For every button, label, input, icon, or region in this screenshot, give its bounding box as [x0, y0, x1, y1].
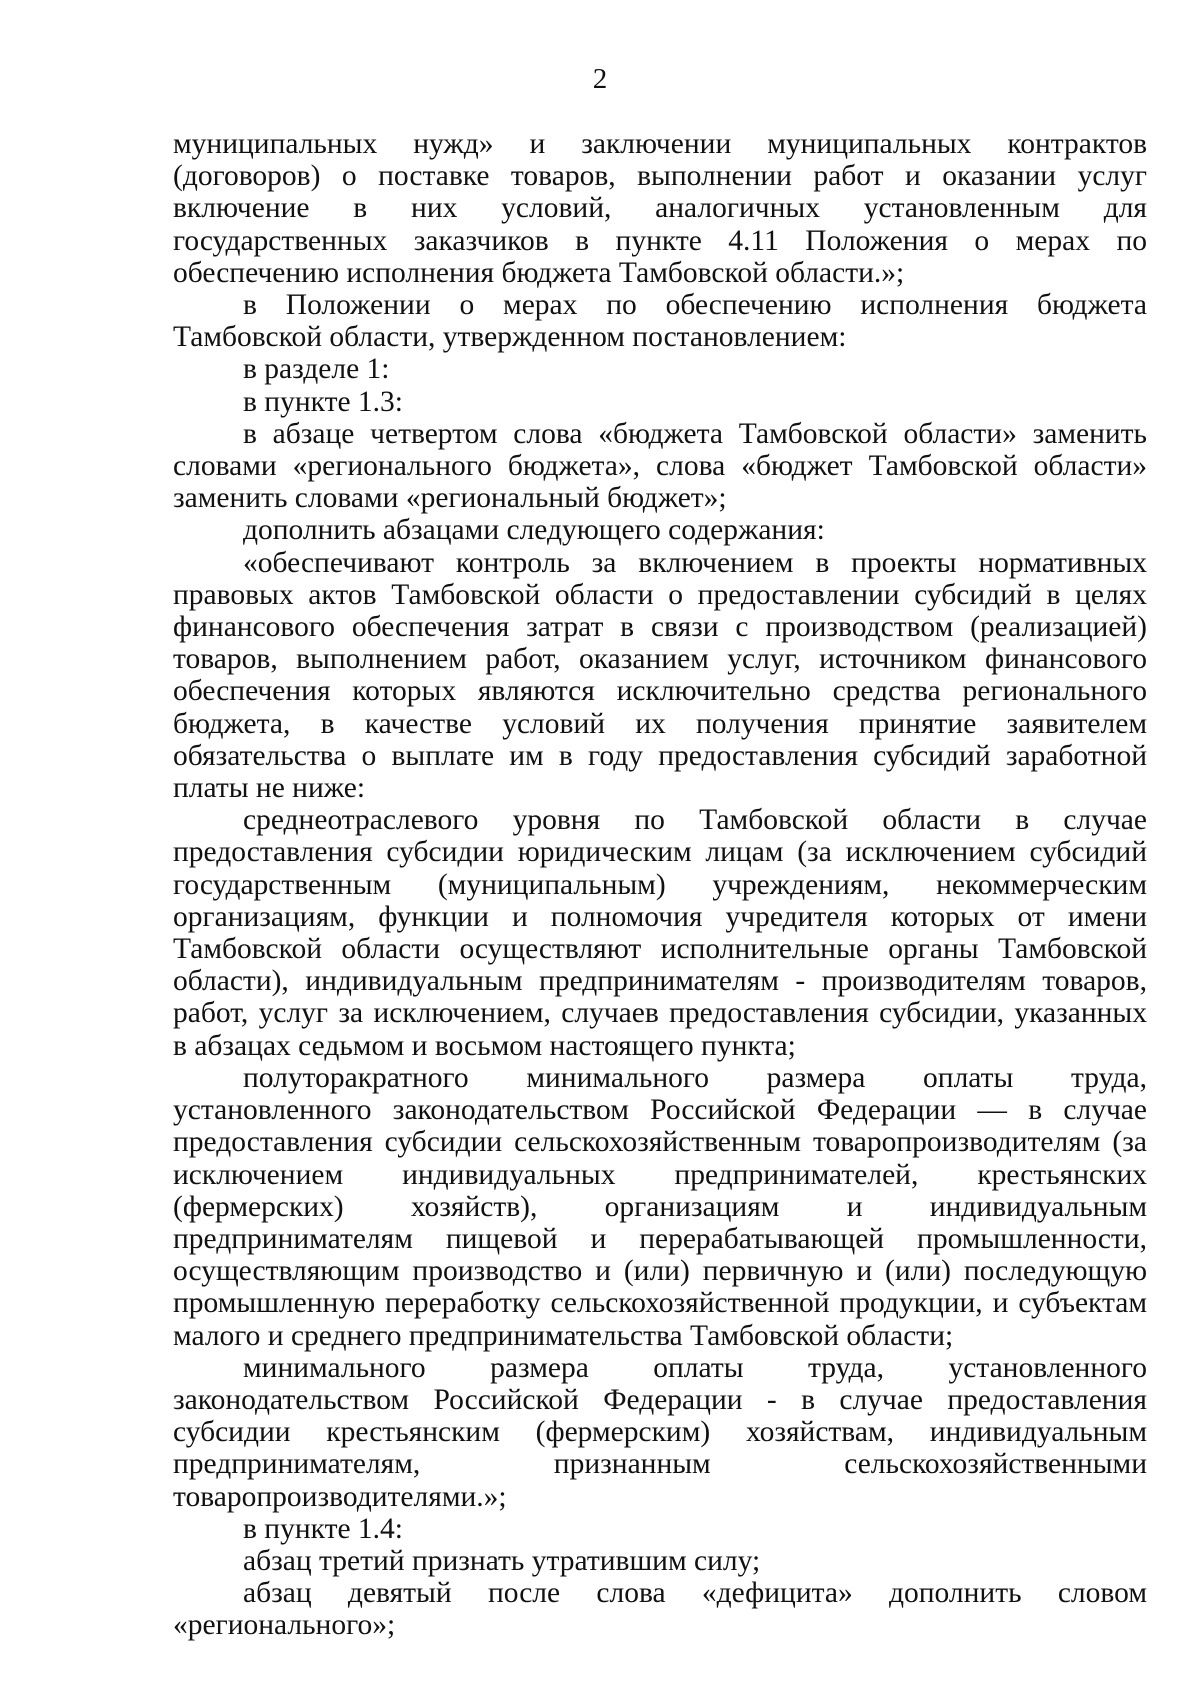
document-body [173, 128, 1147, 1642]
paragraph-add-paragraphs: дополнить абзацами следующего содержания: [243, 514, 825, 547]
paragraph-control-subsidies: «обеспечивают контроль за включением в проекты нормативных правовых актов Тамбовской области о предоставлении субсидий в целях финансового обеспечения затрат в связи с производством (реализацией) товаров, выполнением работ, оказанием услуг, источником финансового обеспечения которых являются исключительно средства регионального бюджета, в качестве условий их получения принятие заявителем обязательства о выплате им в году предоставления субсидий заработной платы не ниже: [173, 546, 1147, 805]
paragraph-item-1-4: в пункте 1.4: [243, 1512, 404, 1545]
paragraph-regulation-intro: в Положении о мерах по обеспечению исполнения бюджета Тамбовской области, утвержденном постановлением: [173, 289, 1147, 354]
page-number: 2 [592, 63, 608, 95]
paragraph-continuation: муниципальных нужд» и заключении муниципальных контрактов (договоров) о поставке товаров, выполнении работ и оказании услуг включение в них условий, аналогичных установленным для государственных заказчиков в пункте 4.11 Положения о мерах по обеспечению исполнения бюджета Тамбовской области.»; [173, 128, 1147, 289]
paragraph-third-invalid: абзац третий признать утратившим силу; [243, 1544, 761, 1577]
paragraph-replace-words: в абзаце четвертом слова «бюджета Тамбовской области» заменить словами «регионального бюджета», слова «бюджет Тамбовской области» заменить словами «региональный бюджет»; [173, 417, 1147, 515]
paragraph-section-1: в разделе 1: [243, 353, 390, 386]
paragraph-item-1-3: в пункте 1.3: [243, 385, 404, 418]
paragraph-ninth-addition: абзац девятый после слова «дефицита» дополнить словом «регионального»; [173, 1577, 1147, 1642]
paragraph-average-wage: среднеотраслевого уровня по Тамбовской области в случае предоставления субсидии юридическим лицам (за исключением субсидий государственным (муниципальным) учреждениям, некоммерческим организациям, функции и полномочия учредителя которых от имени Тамбовской области осуществляют исполнительные органы Тамбовской области), индивидуальным предпринимателям - производителям товаров, работ, услуг за исключением, случаев предоставления субсидии, указанных в абзацах седьмом и восьмом настоящего пункта; [173, 804, 1147, 1062]
paragraph-mrot: минимального размера оплаты труда, установленного законодательством Российской Федерации - в случае предоставления субсидии крестьянским (фермерским) хозяйствам, индивидуальным предпринимателям, признанным сельскохозяйственными товаропроизводителями.»; [173, 1351, 1147, 1513]
paragraph-one-and-half-mrot: полуторакратного минимального размера оплаты труда, установленного законодательством Российской Федерации — в случае предоставления субсидии сельскохозяйственным товаропроизводителям (за исключением индивидуальных предпринимателей, крестьянских (фермерских) хозяйств), организациям и индивидуальным предпринимателям пищевой и перерабатывающей промышленности, осуществляющим производство и (или) первичную и (или) последующую промышленную переработку сельскохозяйственной продукции, и субъектам малого и среднего предпринимательства Тамбовской области; [173, 1061, 1147, 1352]
